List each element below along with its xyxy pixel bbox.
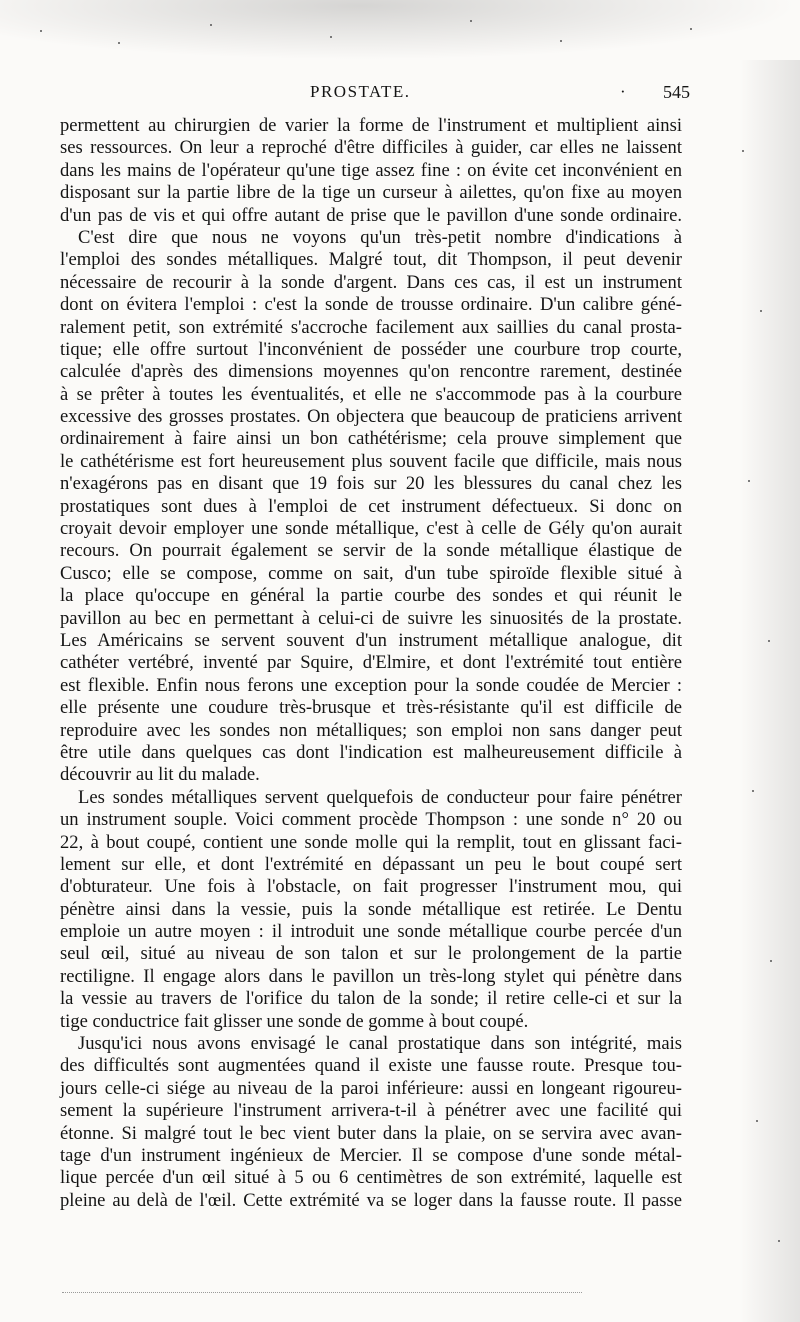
text-line: 22, à bout coupé, contient une sonde molle qui la remplit, tout en glissant faci- xyxy=(60,831,682,853)
paragraph-first-line: Jusqu'ici nous avons envisagé le canal prostatique dans son intégrité, mais xyxy=(78,1033,682,1055)
text-line: pavillon au bec en permettant à celui-ci de suivre les sinuosités de la prostate. xyxy=(60,607,682,629)
running-head-title: PROSTATE. xyxy=(310,82,411,101)
body-text xyxy=(60,115,682,1212)
text-line: dans les mains de l'opérateur qu'une tige assez fine : on évite cet inconvénient en xyxy=(60,159,682,181)
text-line: nécessaire de recourir à la sonde d'argent. Dans ces cas, il est un instrument xyxy=(60,271,682,293)
text-line: calculée d'après des dimensions moyennes qu'on rencontre rarement, destinée xyxy=(60,361,682,383)
text-line: étonne. Si malgré tout le bec vient buter dans la plaie, on se servira avec avan- xyxy=(60,1122,682,1144)
paragraph-last-line: découvrir au lit du malade. xyxy=(60,764,260,786)
text-line: elle présente une coudure très-brusque et très-résistante qu'il est difficile de xyxy=(60,697,682,719)
text-line: d'un pas de vis et qui offre autant de prise que le pavillon d'une sonde ordinaire. xyxy=(60,204,682,226)
text-line: rectiligne. Il engage alors dans le pavillon un très-long stylet qui pénètre dans xyxy=(60,965,682,987)
text-line: pénètre ainsi dans la vessie, puis la sonde métallique est retirée. Le Dentu xyxy=(60,898,682,920)
text-line: le cathétérisme est fort heureusement plus souvent facile que difficile, mais nous xyxy=(60,450,682,472)
running-head xyxy=(60,82,690,108)
text-line: la place qu'occupe en général la partie courbe des sondes et qui réunit le xyxy=(60,585,682,607)
text-line: lique percée d'un œil situé à 5 ou 6 centimètres de son extrémité, laquelle est xyxy=(60,1167,682,1189)
text-line: dont on évitera l'emploi : c'est la sonde de trousse ordinaire. D'un calibre géné- xyxy=(60,294,682,316)
text-line: un instrument souple. Voici comment procède Thompson : une sonde n° 20 ou xyxy=(60,809,682,831)
text-line: la vessie au travers de l'orifice du talon de la sonde; il retire celle-ci et sur la xyxy=(60,988,682,1010)
text-line: recours. On pourrait également se servir de la sonde métallique élastique de xyxy=(60,540,682,562)
scan-shadow-top xyxy=(0,0,800,60)
text-line: est flexible. Enfin nous ferons une exception pour la sonde coudée de Mercier : xyxy=(60,674,682,696)
text-line: tique; elle offre surtout l'inconvénient de posséder une courbure trop courte, xyxy=(60,338,682,360)
text-line: lement sur elle, et dont l'extrémité en dépassant un peu le bout coupé sert xyxy=(60,853,682,875)
text-line: emploie un autre moyen : il introduit une sonde métallique courbe percée d'un xyxy=(60,921,682,943)
text-line: excessive des grosses prostates. On objectera que beaucoup de praticiens arrivent xyxy=(60,406,682,428)
text-line: cathéter vertébré, inventé par Squire, d'Elmire, et dont l'extrémité tout entière xyxy=(60,652,682,674)
text-line: reproduire avec les sondes non métalliques; son emploi non sans danger peut xyxy=(60,719,682,741)
text-line: sement la supérieure l'instrument arrivera-t-il à pénétrer avec une facilité qui xyxy=(60,1100,682,1122)
text-line: permettent au chirurgien de varier la forme de l'instrument et multiplient ainsi xyxy=(60,115,682,136)
text-line: être utile dans quelques cas dont l'indication est malheureusement difficile à xyxy=(60,741,682,763)
text-line: croyait devoir employer une sonde métallique, c'est à celle de Gély qu'on aurait xyxy=(60,518,682,540)
text-line: jours celle-ci siége au niveau de la paroi inférieure: aussi en longeant rigoureu- xyxy=(60,1077,682,1099)
text-line: ses ressources. On leur a reproché d'être difficiles à guider, car elles ne laissent xyxy=(60,137,682,159)
text-line: ralement petit, son extrémité s'accroche facilement aux saillies du canal prosta- xyxy=(60,316,682,338)
text-line: Cusco; elle se compose, comme on sait, d'un tube spiroïde flexible situé à xyxy=(60,562,682,584)
text-line: n'exagérons pas en disant que 19 fois sur 20 les blessures du canal chez les xyxy=(60,473,682,495)
text-line: ordinairement à faire ainsi un bon cathétérisme; cela prouve simplement que xyxy=(60,428,682,450)
scan-shadow-right xyxy=(740,60,800,1322)
text-line: pleine au delà de l'œil. Cette extrémité va se loger dans la fausse route. Il passe xyxy=(60,1189,682,1211)
text-line: disposant sur la partie libre de la tige un curseur à ailettes, qu'on fixe au moyen xyxy=(60,182,682,204)
text-line: Les Américains se servent souvent d'un instrument métallique analogue, dit xyxy=(60,629,682,651)
running-head-dot: · xyxy=(620,82,626,101)
paragraph-first-line: C'est dire que nous ne voyons qu'un très-petit nombre d'indications à xyxy=(78,226,682,248)
text-line: d'obturateur. Une fois à l'obstacle, on fait progresser l'instrument mou, qui xyxy=(60,876,682,898)
text-line: l'emploi des sondes métalliques. Malgré tout, dit Thompson, il peut devenir xyxy=(60,249,682,271)
paragraph-last-line: tige conductrice fait glisser une sonde de gomme à bout coupé. xyxy=(60,1010,529,1032)
text-line: tage d'un instrument ingénieux de Mercier. Il se compose d'une sonde métal- xyxy=(60,1144,682,1166)
text-line: prostatiques sont dues à l'emploi de cet instrument défectueux. Si donc on xyxy=(60,495,682,517)
text-line: à se prêter à toutes les éventualités, et elle ne s'accommode pas à la courbure xyxy=(60,383,682,405)
text-line: des difficultés sont augmentées quand il existe une fausse route. Presque tou- xyxy=(60,1055,682,1077)
page-number: 545 xyxy=(663,82,690,102)
paragraph-first-line: Les sondes métalliques servent quelquefois de conducteur pour faire pénétrer xyxy=(78,786,682,808)
bleed-through-line xyxy=(62,1292,582,1293)
text-line: seul œil, situé au niveau de son talon et sur le prolongement de la partie xyxy=(60,943,682,965)
